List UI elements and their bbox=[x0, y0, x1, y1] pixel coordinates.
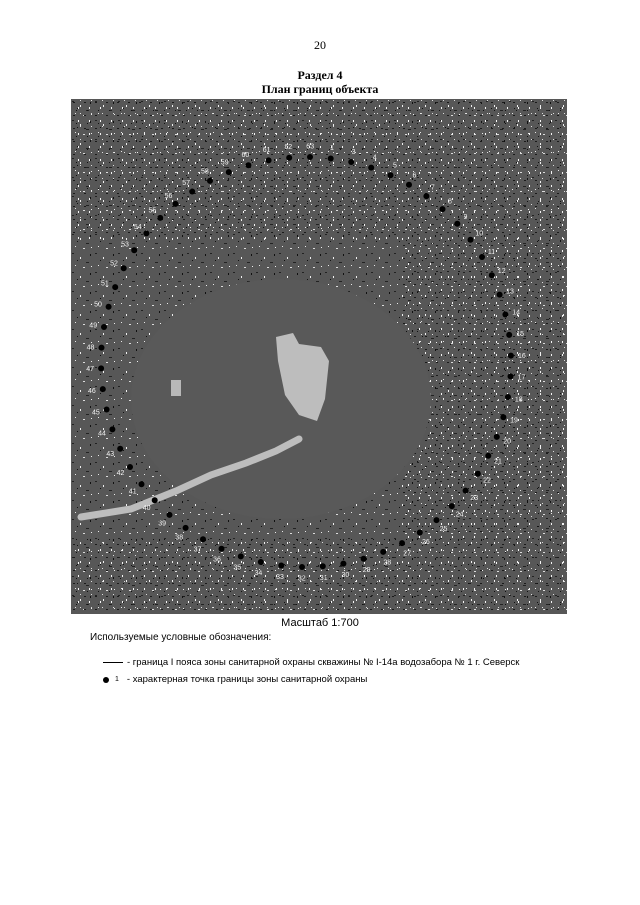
point-label-63: 63 bbox=[306, 143, 315, 151]
point-label-48: 48 bbox=[86, 344, 95, 352]
point-label-37: 37 bbox=[193, 546, 202, 554]
point-label-56: 56 bbox=[164, 192, 173, 200]
boundary-point-15 bbox=[506, 332, 512, 338]
map-scale: Масштаб 1:700 bbox=[281, 617, 359, 629]
point-label-36: 36 bbox=[213, 556, 221, 564]
boundary-point-28 bbox=[380, 549, 386, 555]
boundary-line-sample bbox=[103, 662, 123, 663]
page-number: 20 bbox=[314, 38, 326, 52]
legend-title: Используемые условные обозначения: bbox=[90, 632, 272, 643]
boundary-point-43 bbox=[117, 446, 123, 452]
boundary-point-59 bbox=[226, 169, 232, 175]
point-label-4: 4 bbox=[372, 154, 377, 162]
boundary-point-10 bbox=[468, 237, 474, 243]
boundary-point-45 bbox=[104, 407, 110, 413]
boundary-point-57 bbox=[189, 189, 195, 195]
boundary-point-25 bbox=[434, 517, 440, 523]
point-label-25: 25 bbox=[439, 526, 448, 534]
boundary-point-4 bbox=[368, 165, 374, 171]
boundary-point-51 bbox=[112, 284, 118, 290]
point-label-45: 45 bbox=[92, 409, 100, 417]
boundary-point-60 bbox=[245, 162, 251, 168]
point-label-28: 28 bbox=[383, 559, 392, 567]
boundary-point-56 bbox=[173, 201, 179, 207]
point-label-54: 54 bbox=[133, 224, 142, 231]
point-label-18: 18 bbox=[514, 396, 523, 404]
boundary-point-62 bbox=[286, 155, 292, 161]
boundary-point-32 bbox=[299, 564, 305, 570]
boundary-point-36 bbox=[219, 546, 225, 552]
point-label-47: 47 bbox=[86, 366, 94, 374]
point-label-59: 59 bbox=[220, 159, 229, 167]
boundary-point-33 bbox=[278, 563, 284, 569]
point-label-31: 31 bbox=[319, 574, 328, 582]
point-label-57: 57 bbox=[182, 179, 190, 187]
point-label-3: 3 bbox=[351, 148, 356, 156]
boundary-point-30 bbox=[340, 561, 346, 567]
boundary-point-47 bbox=[98, 365, 104, 371]
point-label-10: 10 bbox=[475, 230, 484, 238]
boundary-point-40 bbox=[152, 497, 158, 503]
point-label-13: 13 bbox=[506, 288, 514, 296]
boundary-point-13 bbox=[497, 292, 503, 298]
point-label-33: 33 bbox=[276, 573, 284, 581]
boundary-point-26 bbox=[417, 530, 423, 536]
point-label-12: 12 bbox=[497, 268, 506, 276]
boundary-point-50 bbox=[106, 304, 112, 310]
boundary-point-23 bbox=[463, 488, 469, 494]
point-label-58: 58 bbox=[201, 168, 209, 176]
point-label-22: 22 bbox=[483, 477, 491, 485]
point-label-52: 52 bbox=[110, 260, 118, 268]
map-texture-dense-top bbox=[71, 99, 567, 239]
point-label-20: 20 bbox=[503, 438, 511, 446]
point-label-27: 27 bbox=[403, 550, 411, 558]
point-label-5: 5 bbox=[393, 162, 397, 170]
section-subheading: План границ объекта bbox=[261, 82, 379, 96]
boundary-point-22 bbox=[475, 471, 481, 477]
boundary-point-16 bbox=[508, 353, 514, 359]
satellite-map bbox=[71, 99, 567, 614]
boundary-point-14 bbox=[502, 312, 508, 318]
boundary-point-52 bbox=[121, 265, 127, 271]
section-title bbox=[0, 68, 640, 96]
boundary-point-27 bbox=[399, 540, 405, 546]
boundary-point-12 bbox=[489, 272, 495, 278]
boundary-point-20 bbox=[494, 434, 500, 440]
boundary-point-11 bbox=[479, 254, 485, 260]
point-label-26: 26 bbox=[422, 539, 430, 547]
point-label-34: 34 bbox=[254, 570, 263, 578]
boundary-point-61 bbox=[266, 157, 272, 163]
boundary-point-17 bbox=[508, 373, 514, 379]
boundary-point-24 bbox=[449, 503, 455, 509]
legend-point-text: - характерная точка границы зоны санитарной охраны bbox=[126, 674, 368, 685]
point-label-9: 9 bbox=[463, 213, 468, 221]
map-canvas bbox=[71, 99, 567, 614]
point-label-40: 40 bbox=[142, 505, 151, 513]
point-dot-sample bbox=[103, 677, 109, 683]
point-label-35: 35 bbox=[233, 564, 242, 572]
boundary-point-21 bbox=[485, 453, 491, 459]
point-label-51: 51 bbox=[101, 280, 109, 288]
point-label-55: 55 bbox=[148, 207, 157, 215]
boundary-point-19 bbox=[500, 414, 506, 420]
point-label-39: 39 bbox=[158, 520, 166, 528]
point-label-24: 24 bbox=[455, 511, 464, 519]
point-label-19: 19 bbox=[510, 417, 518, 425]
boundary-point-18 bbox=[505, 394, 511, 400]
boundary-point-44 bbox=[109, 426, 115, 432]
boundary-point-37 bbox=[200, 536, 206, 542]
point-label-14: 14 bbox=[512, 309, 520, 317]
boundary-point-41 bbox=[139, 481, 145, 487]
point-label-38: 38 bbox=[175, 534, 184, 542]
point-label-1: 1 bbox=[330, 145, 334, 153]
section-heading: Раздел 4 bbox=[297, 68, 343, 82]
boundary-point-55 bbox=[157, 215, 163, 221]
boundary-point-46 bbox=[100, 386, 106, 392]
point-label-8: 8 bbox=[447, 198, 452, 206]
boundary-point-34 bbox=[258, 559, 264, 565]
point-label-6: 6 bbox=[412, 172, 417, 180]
clearing bbox=[128, 279, 431, 519]
point-label-50: 50 bbox=[94, 301, 102, 309]
boundary-point-38 bbox=[183, 525, 189, 531]
point-label-16: 16 bbox=[518, 352, 526, 360]
point-number-sample: 1 bbox=[115, 676, 119, 683]
boundary-point-42 bbox=[127, 464, 133, 470]
boundary-point-35 bbox=[238, 553, 244, 559]
point-label-32: 32 bbox=[297, 575, 306, 583]
boundary-point-7 bbox=[423, 193, 429, 199]
boundary-point-3 bbox=[348, 159, 354, 165]
point-label-49: 49 bbox=[89, 322, 98, 330]
boundary-point-9 bbox=[454, 221, 460, 227]
legend-point bbox=[103, 674, 367, 685]
point-label-21: 21 bbox=[494, 458, 502, 466]
point-label-43: 43 bbox=[106, 450, 115, 458]
boundary-point-48 bbox=[99, 345, 105, 351]
point-label-7: 7 bbox=[430, 184, 435, 192]
legend-boundary-text: - граница I пояса зоны санитарной охраны скважины № I-14а водозабора № 1 г. Северск bbox=[127, 657, 520, 668]
boundary-point-53 bbox=[131, 247, 137, 253]
point-label-17: 17 bbox=[517, 374, 526, 382]
point-label-15: 15 bbox=[516, 331, 524, 338]
building-small bbox=[171, 380, 181, 396]
point-label-44: 44 bbox=[98, 430, 106, 438]
point-label-60: 60 bbox=[241, 152, 250, 160]
boundary-point-29 bbox=[361, 556, 367, 562]
point-label-53: 53 bbox=[121, 241, 129, 249]
point-label-41: 41 bbox=[128, 488, 137, 496]
boundary-point-39 bbox=[167, 512, 173, 518]
point-label-23: 23 bbox=[470, 495, 479, 502]
point-label-61: 61 bbox=[262, 147, 271, 155]
boundary-point-8 bbox=[440, 206, 446, 212]
boundary-point-63 bbox=[307, 154, 313, 160]
boundary-point-49 bbox=[101, 324, 107, 330]
boundary-point-54 bbox=[143, 230, 149, 236]
point-label-62: 62 bbox=[284, 144, 293, 152]
boundary-point-31 bbox=[320, 563, 326, 569]
point-label-11: 11 bbox=[487, 248, 496, 256]
legend-boundary bbox=[103, 657, 519, 668]
boundary-point-58 bbox=[207, 178, 213, 184]
boundary-point-6 bbox=[406, 182, 412, 188]
point-label-30: 30 bbox=[341, 571, 350, 579]
point-label-42: 42 bbox=[116, 470, 125, 478]
point-label-46: 46 bbox=[88, 388, 96, 395]
point-label-29: 29 bbox=[362, 566, 371, 574]
boundary-point-5 bbox=[388, 172, 394, 178]
boundary-point-1 bbox=[328, 156, 334, 162]
